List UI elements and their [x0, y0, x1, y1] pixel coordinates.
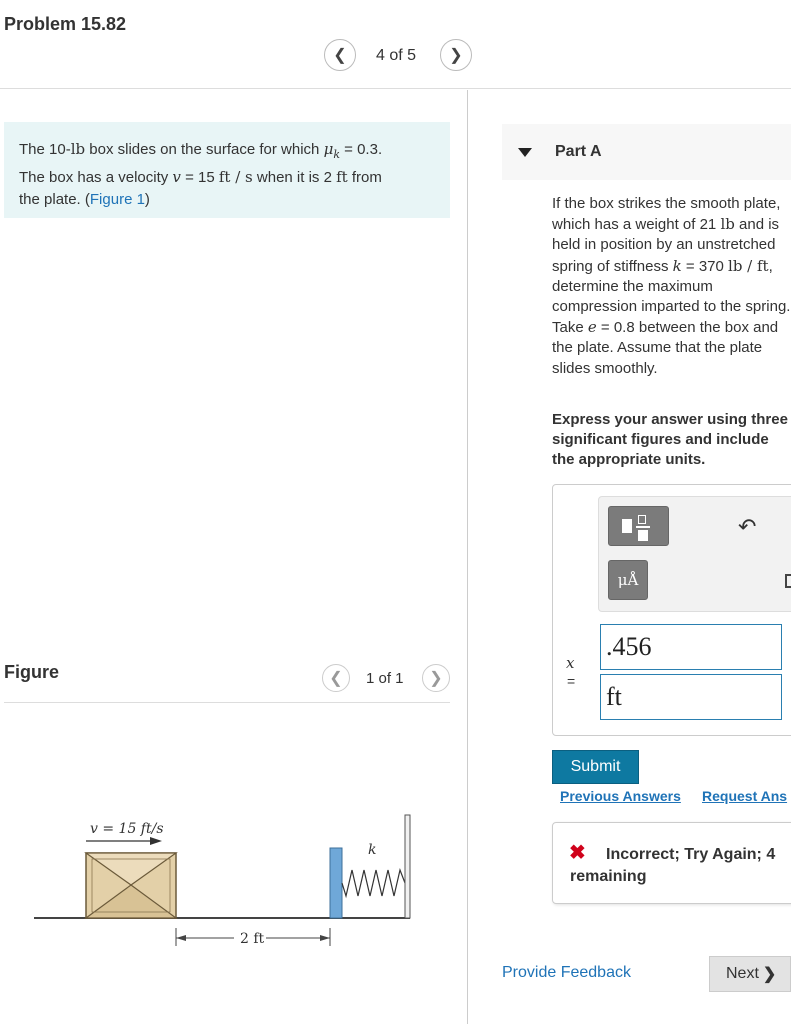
chevron-right-icon: ❯ [429, 670, 443, 687]
answer-unit-input[interactable]: ft [600, 674, 782, 720]
next-figure-button[interactable] [422, 664, 450, 692]
part-a-title: Part A [555, 143, 602, 160]
wall [405, 815, 410, 918]
triangle-down-icon[interactable] [518, 148, 532, 157]
feedback-text: Incorrect; Try Again; 4 remaining [570, 846, 776, 885]
answer-variable: x [566, 654, 575, 672]
request-answer-link[interactable]: Request Ans [702, 788, 788, 804]
answer-instructions: Express your answer using three significant figures and include the appropriate units. [552, 411, 788, 468]
plate [330, 848, 342, 918]
problem-pager-text: 4 of 5 [376, 47, 417, 64]
prev-problem-button[interactable] [324, 39, 356, 71]
figure-divider [4, 702, 450, 703]
velocity-label: v = 15 ft/s [90, 821, 164, 837]
chevron-left-icon: ❮ [333, 47, 347, 64]
header-divider [0, 88, 791, 89]
submit-button[interactable]: Submit [552, 750, 639, 784]
question-text: If the box strikes the smooth plate, which has a weight of 21 lb and is held in position by an unstretched spring of stiffness k = 370 lb / ft, determine the maximum compression imparted to the spring. Take e = 0.8 between the box and the plate. Assume that the plate slides smoothly. [552, 195, 791, 377]
chevron-right-icon: ❯ [762, 966, 777, 983]
next-problem-button[interactable] [440, 39, 472, 71]
chevron-right-icon: ❯ [449, 47, 463, 64]
x-mark-icon: ✖ [569, 842, 586, 864]
fraction-template-icon[interactable] [608, 506, 669, 546]
part-a-header[interactable] [502, 124, 791, 180]
previous-answers-link[interactable]: Previous Answers [560, 788, 681, 804]
spring-label: k [368, 842, 377, 858]
bracket-icon[interactable] [785, 574, 791, 588]
figure-heading: Figure [4, 662, 60, 682]
spring [342, 870, 405, 896]
distance-label: 2 ft [240, 931, 265, 947]
problem-statement: The 10-lb box slides on the surface for which $\mu_k = 0.3$. The box has a velocity v = 15 ft / s when it is 2 ft from the plate. (Figure 1) [4, 122, 450, 218]
page-title: Problem 15.82 [4, 14, 127, 34]
figure-link[interactable]: Figure 1 [89, 191, 145, 208]
column-divider [467, 90, 468, 1024]
next-label: Next [726, 965, 759, 982]
next-button[interactable] [709, 956, 791, 992]
units-button[interactable]: μÅ [608, 560, 648, 600]
equals-sign: = [567, 673, 576, 689]
provide-feedback-link[interactable]: Provide Feedback [502, 964, 631, 981]
undo-icon[interactable]: ↶ [738, 514, 757, 539]
answer-value-input[interactable]: .456 [600, 624, 782, 670]
problem-figure [0, 800, 460, 970]
prev-figure-button[interactable] [322, 664, 350, 692]
chevron-left-icon: ❮ [329, 670, 343, 687]
figure-pager-text: 1 of 1 [366, 670, 404, 687]
